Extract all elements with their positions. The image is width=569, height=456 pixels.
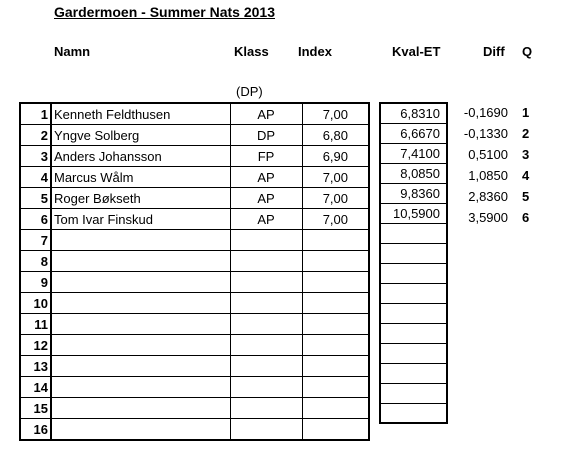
kval-cell[interactable]: [380, 263, 447, 283]
index-cell[interactable]: [302, 293, 369, 314]
kval-cell[interactable]: 8,0850: [380, 163, 447, 183]
kval-cell[interactable]: 9,8360: [380, 183, 447, 203]
kval-cell[interactable]: [380, 243, 447, 263]
table-row: [20, 314, 369, 335]
index-cell[interactable]: [302, 398, 369, 419]
driver-name-cell[interactable]: [51, 419, 230, 441]
table-row: [20, 272, 369, 293]
klass-cell[interactable]: FP: [230, 146, 302, 167]
kval-cell[interactable]: [380, 283, 447, 303]
kval-row: [380, 183, 447, 203]
header-q: Q: [522, 44, 533, 59]
klass-cell[interactable]: [230, 356, 302, 377]
index-cell[interactable]: [302, 272, 369, 293]
table-row: [20, 188, 369, 209]
row-number[interactable]: 6: [20, 209, 51, 230]
table-row: [20, 419, 369, 441]
index-cell[interactable]: 6,90: [302, 146, 369, 167]
klass-cell[interactable]: AP: [230, 188, 302, 209]
klass-cell[interactable]: [230, 272, 302, 293]
kval-cell[interactable]: [380, 383, 447, 403]
index-cell[interactable]: 7,00: [302, 167, 369, 188]
diff-value: 1,0850: [468, 168, 508, 183]
driver-name-cell[interactable]: [51, 251, 230, 272]
index-cell[interactable]: [302, 419, 369, 441]
index-cell[interactable]: [302, 356, 369, 377]
kval-row: [380, 103, 447, 123]
row-number[interactable]: 4: [20, 167, 51, 188]
klass-cell[interactable]: AP: [230, 209, 302, 230]
driver-name-cell[interactable]: Kenneth Feldthusen: [51, 103, 230, 125]
kval-row: [380, 323, 447, 343]
row-number[interactable]: 7: [20, 230, 51, 251]
header-klass: Klass: [234, 44, 269, 59]
driver-name-cell[interactable]: Marcus Wålm: [51, 167, 230, 188]
kval-row: [380, 143, 447, 163]
header-name: Namn: [54, 44, 91, 59]
index-cell[interactable]: 7,00: [302, 103, 369, 125]
index-cell[interactable]: [302, 335, 369, 356]
kval-row: [380, 283, 447, 303]
index-cell[interactable]: [302, 377, 369, 398]
klass-cell[interactable]: [230, 419, 302, 441]
index-cell[interactable]: [302, 230, 369, 251]
klass-cell[interactable]: [230, 251, 302, 272]
header-index: Index: [298, 44, 332, 59]
q-value: 5: [522, 189, 530, 204]
row-number[interactable]: 10: [20, 293, 51, 314]
driver-name-cell[interactable]: Roger Bøkseth: [51, 188, 230, 209]
driver-name-cell[interactable]: [51, 398, 230, 419]
kval-cell[interactable]: 6,6670: [380, 123, 447, 143]
table-row: [20, 146, 369, 167]
driver-name-cell[interactable]: Tom Ivar Finskud: [51, 209, 230, 230]
diff-value: 3,5900: [468, 210, 508, 225]
table-row: [20, 356, 369, 377]
table-row: [20, 103, 369, 125]
table-row: [20, 167, 369, 188]
q-value: 1: [522, 105, 530, 120]
q-value: 3: [522, 147, 530, 162]
index-cell[interactable]: [302, 251, 369, 272]
kval-cell[interactable]: 10,5900: [380, 203, 447, 223]
driver-name-cell[interactable]: [51, 335, 230, 356]
kval-row: [380, 163, 447, 183]
table-row: [20, 230, 369, 251]
index-cell[interactable]: 6,80: [302, 125, 369, 146]
table-row: [20, 251, 369, 272]
diff-value: 0,5100: [468, 147, 508, 162]
q-value: 6: [522, 210, 530, 225]
row-number[interactable]: 13: [20, 356, 51, 377]
row-number[interactable]: 8: [20, 251, 51, 272]
row-number[interactable]: 3: [20, 146, 51, 167]
kval-row: [380, 203, 447, 223]
kval-row: [380, 403, 447, 423]
row-number[interactable]: 11: [20, 314, 51, 335]
header-kval: Kval-ET: [392, 44, 441, 59]
kval-row: [380, 123, 447, 143]
index-cell[interactable]: [302, 314, 369, 335]
kval-row: [380, 243, 447, 263]
klass-cell[interactable]: AP: [230, 167, 302, 188]
row-number[interactable]: 16: [20, 419, 51, 441]
kval-cell[interactable]: [380, 323, 447, 343]
kval-row: [380, 363, 447, 383]
header-diff: Diff: [483, 44, 505, 59]
table-row: [20, 209, 369, 230]
q-value: 2: [522, 126, 530, 141]
results-table: [19, 102, 370, 441]
driver-name-cell[interactable]: [51, 272, 230, 293]
kval-row: [380, 343, 447, 363]
kval-cell[interactable]: [380, 363, 447, 383]
kval-row: [380, 263, 447, 283]
index-cell[interactable]: 7,00: [302, 209, 369, 230]
kval-cell[interactable]: [380, 303, 447, 323]
table-row: [20, 293, 369, 314]
row-number[interactable]: 14: [20, 377, 51, 398]
kval-cell[interactable]: [380, 403, 447, 423]
row-number[interactable]: 9: [20, 272, 51, 293]
klass-cell[interactable]: AP: [230, 103, 302, 125]
table-row: [20, 125, 369, 146]
row-number[interactable]: 15: [20, 398, 51, 419]
klass-cell[interactable]: [230, 314, 302, 335]
row-number[interactable]: 5: [20, 188, 51, 209]
kval-row: [380, 223, 447, 243]
row-number[interactable]: 2: [20, 125, 51, 146]
table-row: [20, 335, 369, 356]
kval-cell[interactable]: [380, 343, 447, 363]
kval-row: [380, 303, 447, 323]
kval-cell[interactable]: 6,8310: [380, 103, 447, 123]
table-row: [20, 398, 369, 419]
kval-row: [380, 383, 447, 403]
row-number[interactable]: 1: [20, 103, 51, 125]
driver-name-cell[interactable]: Yngve Solberg: [51, 125, 230, 146]
klass-cell[interactable]: [230, 293, 302, 314]
kval-cell[interactable]: [380, 223, 447, 243]
diff-value: -0,1330: [463, 126, 508, 141]
index-cell[interactable]: 7,00: [302, 188, 369, 209]
driver-name-cell[interactable]: [51, 230, 230, 251]
klass-cell[interactable]: [230, 335, 302, 356]
diff-value: -0,1690: [463, 105, 508, 120]
driver-name-cell[interactable]: Anders Johansson: [51, 146, 230, 167]
diff-value: 2,8360: [468, 189, 508, 204]
driver-name-cell[interactable]: [51, 293, 230, 314]
klass-cell[interactable]: DP: [230, 125, 302, 146]
klass-note: (DP): [236, 84, 263, 99]
kval-cell[interactable]: 7,4100: [380, 143, 447, 163]
driver-name-cell[interactable]: [51, 377, 230, 398]
driver-name-cell[interactable]: [51, 356, 230, 377]
table-row: [20, 377, 369, 398]
klass-cell[interactable]: [230, 377, 302, 398]
driver-name-cell[interactable]: [51, 314, 230, 335]
row-number[interactable]: 12: [20, 335, 51, 356]
klass-cell[interactable]: [230, 230, 302, 251]
q-value: 4: [522, 168, 530, 183]
klass-cell[interactable]: [230, 398, 302, 419]
page-title: Gardermoen - Summer Nats 2013: [54, 4, 275, 20]
kval-table: [379, 102, 448, 424]
